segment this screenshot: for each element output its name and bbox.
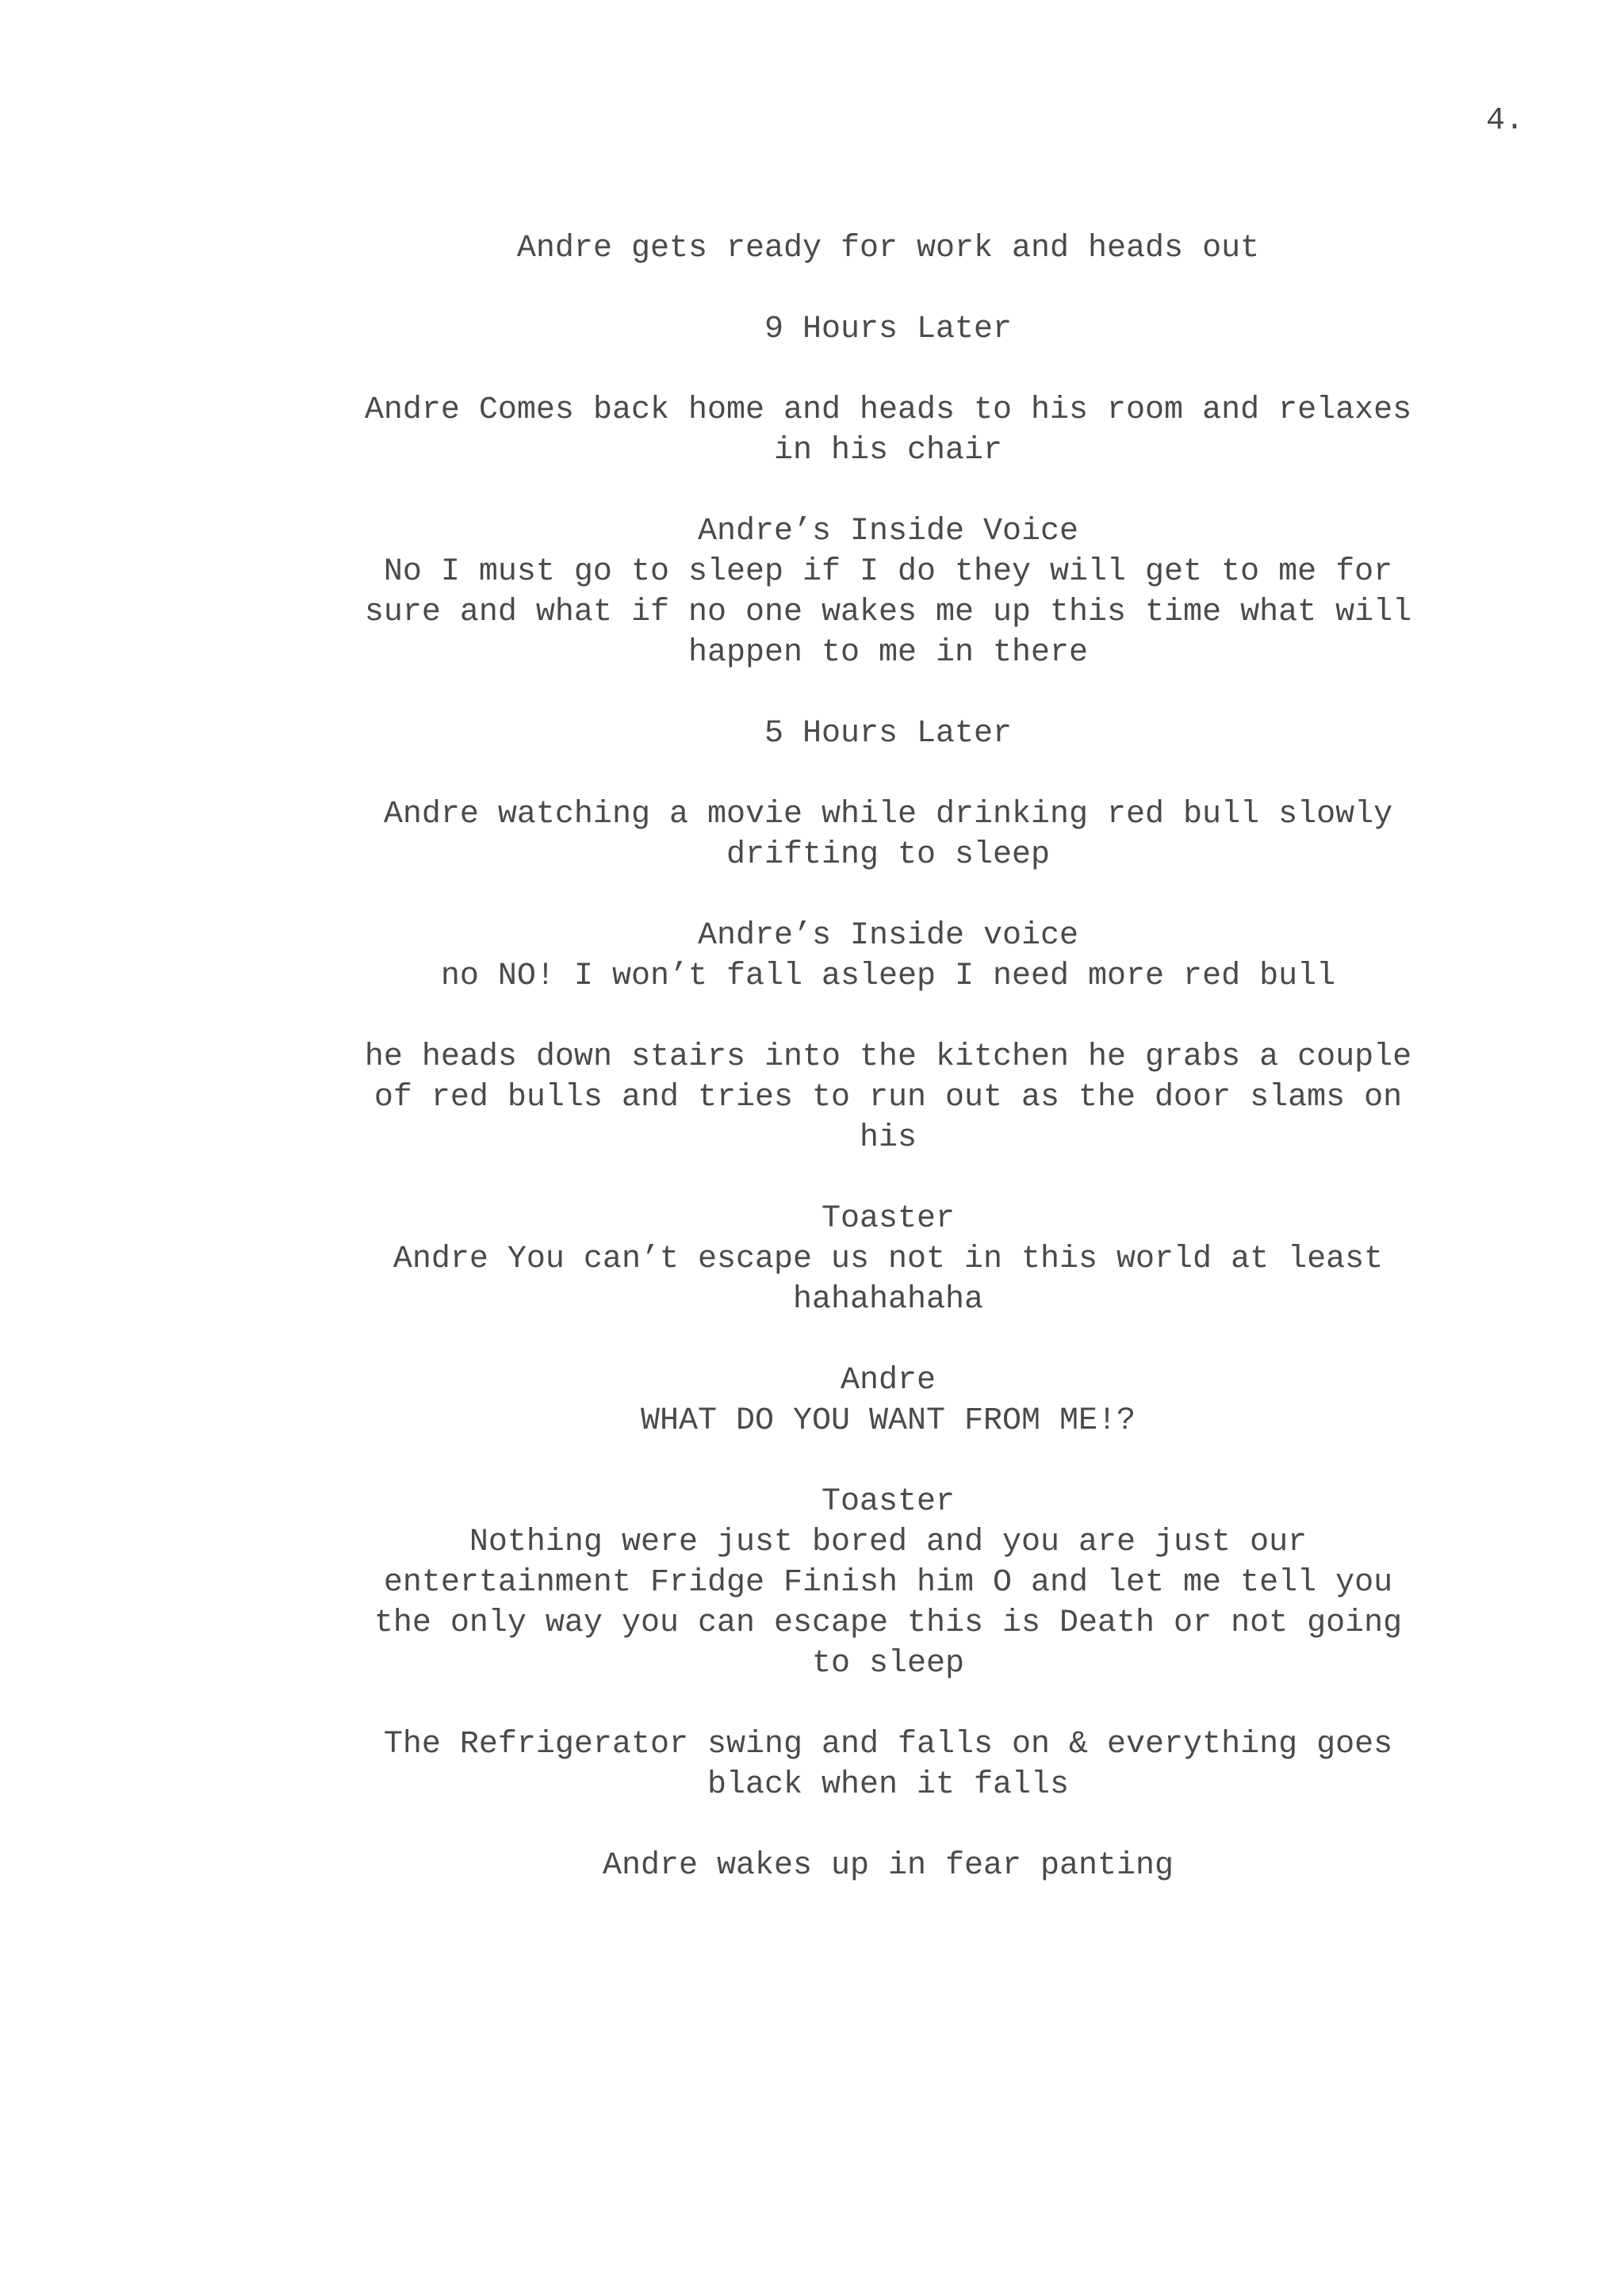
dialogue-line: No I must go to sleep if I do they will get to me for [383,554,1393,590]
dialogue-line: no NO! I won’t fall asleep I need more red bull [440,959,1336,994]
dialogue-block [317,1360,1459,1441]
action-line: black when it falls [707,1767,1070,1803]
action-line: in his chair [773,433,1003,469]
time-transition: 5 Hours Later [764,716,1013,752]
action-line: Andre wakes up in fear panting [602,1848,1174,1884]
action-line: Andre Comes back home and heads to his room and relaxes [364,392,1412,428]
character-name: Andre’s Inside voice [697,918,1079,954]
action-line: of red bulls and tries to run out as the door slams on [373,1080,1403,1115]
dialogue-line: to sleep [811,1646,965,1682]
action-line: The Refrigerator swing and falls on & everything goes [383,1727,1393,1762]
action-block [317,228,1459,269]
dialogue-line: Andre You can’t escape us not in this world at least [393,1242,1384,1277]
action-block [317,1724,1459,1805]
transition-block [317,714,1459,754]
dialogue-line: WHAT DO YOU WANT FROM ME!? [640,1403,1136,1439]
dialogue-line: entertainment Fridge Finish him O and let me tell you [383,1565,1393,1601]
action-block [317,390,1459,471]
action-block [317,1037,1459,1158]
character-name: Andre [840,1363,936,1399]
page-number: 4. [1486,103,1525,139]
dialogue-block [317,1482,1459,1684]
action-line: drifting to sleep [726,837,1051,873]
dialogue-block [317,511,1459,673]
dialogue-line: sure and what if no one wakes me up this time what will [364,595,1412,630]
action-line: Andre watching a movie while drinking red bull slowly [383,797,1393,832]
script-body [317,228,1459,1927]
dialogue-line: Nothing were just bored and you are just our [469,1525,1308,1560]
action-block [317,794,1459,875]
action-line: his [859,1120,917,1156]
dialogue-block [317,1199,1459,1320]
time-transition: 9 Hours Later [764,312,1013,347]
action-line: he heads down stairs into the kitchen he grabs a couple [364,1039,1412,1075]
character-name: Toaster [821,1484,956,1520]
dialogue-line: happen to me in there [688,635,1089,671]
transition-block [317,309,1459,350]
character-name: Toaster [821,1201,956,1237]
dialogue-block [317,916,1459,997]
dialogue-line: the only way you can escape this is Death or not going [373,1605,1403,1641]
dialogue-line: hahahahaha [792,1282,984,1318]
action-block [317,1846,1459,1886]
character-name: Andre’s Inside Voice [697,514,1079,549]
action-line: Andre gets ready for work and heads out [516,231,1260,266]
